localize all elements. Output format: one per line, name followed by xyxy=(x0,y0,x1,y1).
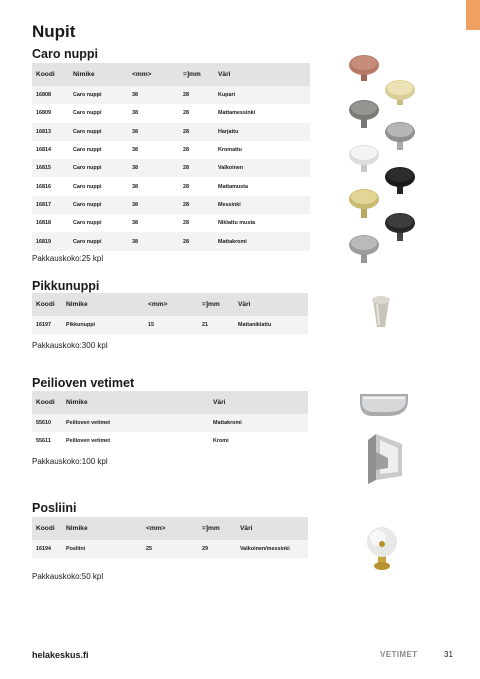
header-color: Väri xyxy=(209,391,308,414)
table-row xyxy=(32,432,308,450)
knob-copper xyxy=(349,55,379,81)
pikku-table xyxy=(32,293,308,334)
footer-website: helakeskus.fi xyxy=(32,650,89,660)
peili-pack-size: Pakkauskoko:100 kpl xyxy=(32,457,108,466)
table-row xyxy=(32,177,310,195)
pikku-section-title: Pikkunuppi xyxy=(32,279,100,293)
cell-height: 28 xyxy=(179,177,214,195)
cell-name: Caro nuppi xyxy=(69,177,128,195)
cell-name: Posliini xyxy=(62,540,142,558)
knob-brass xyxy=(349,189,379,218)
cell-color: Valkoinen/messinki xyxy=(236,540,308,558)
cell-diameter: 38 xyxy=(128,123,179,141)
page-number: 31 xyxy=(444,650,453,659)
knob-brushed xyxy=(349,100,379,128)
table-row xyxy=(32,159,310,177)
cell-name: Caro nuppi xyxy=(69,214,128,232)
cell-name: Caro nuppi xyxy=(69,196,128,214)
cell-name: Pikkunuppi xyxy=(62,316,144,334)
cell-color: Mattamessinki xyxy=(214,104,310,122)
peili-section-title: Peilioven vetimet xyxy=(32,376,135,390)
caro-section-title: Caro nuppi xyxy=(32,47,98,61)
pull-matt-chrome xyxy=(360,394,408,416)
caro-table xyxy=(32,63,310,251)
posliini-table-header xyxy=(32,517,308,540)
cell-diameter: 38 xyxy=(128,104,179,122)
header-color: Väri xyxy=(234,293,308,316)
cell-code: 16817 xyxy=(32,196,69,214)
porcelain-knob-image xyxy=(362,524,402,574)
pull-chrome xyxy=(368,434,402,484)
header-height: =]mm xyxy=(179,63,214,86)
header-diameter: <mm> xyxy=(128,63,179,86)
cell-name: Caro nuppi xyxy=(69,104,128,122)
cell-code: 16819 xyxy=(32,232,69,250)
knob-black-nickel xyxy=(385,213,415,241)
cell-diameter: 38 xyxy=(128,141,179,159)
cell-height: 28 xyxy=(179,104,214,122)
caro-table-header xyxy=(32,63,310,86)
cell-name: Caro nuppi xyxy=(69,86,128,104)
knob-matt-brass xyxy=(385,80,415,105)
cell-code: 55610 xyxy=(32,414,62,432)
cell-code: 16813 xyxy=(32,123,69,141)
header-height: =]mm xyxy=(198,517,236,540)
cell-name: Peilioven vetimet xyxy=(62,432,209,450)
knob-white xyxy=(349,145,379,172)
cell-diameter: 15 xyxy=(144,316,198,334)
cell-height: 28 xyxy=(179,86,214,104)
cell-color: Kupari xyxy=(214,86,310,104)
cell-diameter: 38 xyxy=(128,177,179,195)
header-diameter: <mm> xyxy=(142,517,198,540)
cell-diameter: 38 xyxy=(128,196,179,214)
knob-matt-chrome xyxy=(349,235,379,263)
peili-table-header xyxy=(32,391,308,414)
footer-section-name: VETIMET xyxy=(380,650,418,659)
cell-height: 28 xyxy=(179,232,214,250)
table-row xyxy=(32,86,310,104)
cell-name: Caro nuppi xyxy=(69,159,128,177)
cell-code: 16814 xyxy=(32,141,69,159)
pikku-pack-size: Pakkauskoko:300 kpl xyxy=(32,341,108,350)
peili-table xyxy=(32,391,308,451)
header-color: Väri xyxy=(236,517,308,540)
cell-color: Mattakromi xyxy=(209,414,308,432)
header-name: Nimike xyxy=(62,517,142,540)
cell-code: 16818 xyxy=(32,214,69,232)
cell-diameter: 38 xyxy=(128,86,179,104)
header-color: Väri xyxy=(214,63,310,86)
header-code: Koodi xyxy=(32,63,69,86)
caro-pack-size: Pakkauskoko:25 kpl xyxy=(32,254,104,263)
cell-code: 16815 xyxy=(32,159,69,177)
table-row xyxy=(32,540,308,558)
cell-color: Niklattu musta xyxy=(214,214,310,232)
cell-code: 55611 xyxy=(32,432,62,450)
header-code: Koodi xyxy=(32,391,62,414)
cell-diameter: 38 xyxy=(128,214,179,232)
cell-diameter: 38 xyxy=(128,159,179,177)
cell-color: Valkoinen xyxy=(214,159,310,177)
table-row xyxy=(32,123,310,141)
table-row xyxy=(32,141,310,159)
table-row xyxy=(32,214,310,232)
caro-knobs-image xyxy=(340,52,430,272)
cell-height: 29 xyxy=(198,540,236,558)
cell-diameter: 25 xyxy=(142,540,198,558)
header-height: =]mm xyxy=(198,293,234,316)
cell-code: 16816 xyxy=(32,177,69,195)
header-name: Nimike xyxy=(62,293,144,316)
cell-name: Caro nuppi xyxy=(69,123,128,141)
table-row xyxy=(32,414,308,432)
cell-color: Mattaniklattu xyxy=(234,316,308,334)
knob-matt-black xyxy=(385,167,415,194)
posliini-pack-size: Pakkauskoko:50 kpl xyxy=(32,572,104,581)
header-name: Nimike xyxy=(62,391,209,414)
cell-height: 28 xyxy=(179,123,214,141)
table-row xyxy=(32,196,310,214)
cell-code: 16808 xyxy=(32,86,69,104)
header-name: Nimike xyxy=(69,63,128,86)
header-code: Koodi xyxy=(32,517,62,540)
header-diameter: <mm> xyxy=(144,293,198,316)
cell-height: 28 xyxy=(179,196,214,214)
cell-color: Messinki xyxy=(214,196,310,214)
small-knob-image xyxy=(366,294,396,334)
cell-diameter: 38 xyxy=(128,232,179,250)
cell-color: Kromattu xyxy=(214,141,310,159)
cell-height: 28 xyxy=(179,141,214,159)
table-row xyxy=(32,316,308,334)
knob-chrome xyxy=(385,122,415,150)
cell-color: Kromi xyxy=(209,432,308,450)
cell-code: 16809 xyxy=(32,104,69,122)
posliini-section-title: Posliini xyxy=(32,501,77,515)
cell-name: Caro nuppi xyxy=(69,232,128,250)
mirror-door-pulls-image xyxy=(358,388,410,488)
section-color-tab xyxy=(466,0,480,30)
pikku-table-header xyxy=(32,293,308,316)
cell-name: Caro nuppi xyxy=(69,141,128,159)
cell-code: 16197 xyxy=(32,316,62,334)
cell-code: 16194 xyxy=(32,540,62,558)
cell-height: 28 xyxy=(179,214,214,232)
cell-name: Peilioven vetimet xyxy=(62,414,209,432)
cell-height: 28 xyxy=(179,159,214,177)
cell-color: Mattamusta xyxy=(214,177,310,195)
table-row xyxy=(32,104,310,122)
cell-height: 21 xyxy=(198,316,234,334)
table-row xyxy=(32,232,310,250)
header-code: Koodi xyxy=(32,293,62,316)
page-title: Nupit xyxy=(32,22,76,41)
posliini-table xyxy=(32,517,308,558)
cell-color: Harjattu xyxy=(214,123,310,141)
cell-color: Mattakromi xyxy=(214,232,310,250)
